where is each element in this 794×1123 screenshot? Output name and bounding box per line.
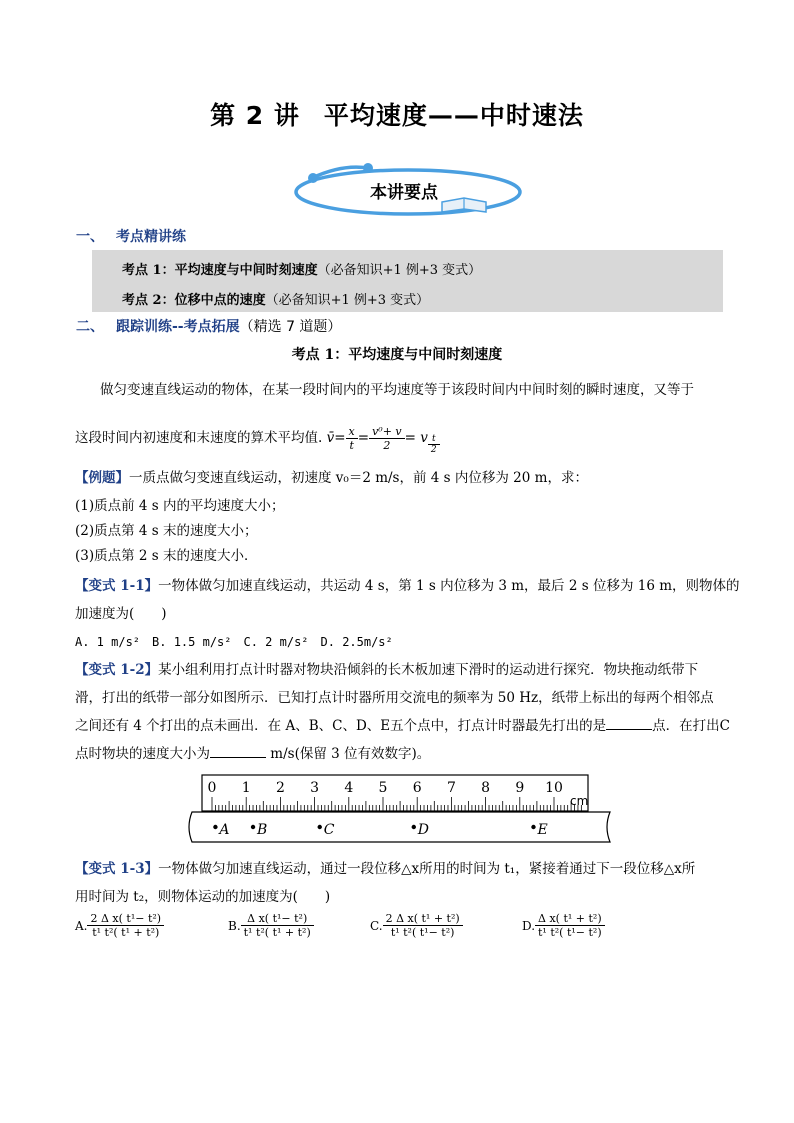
fraction-denominator: t¹ t²( t¹− t²) [538, 926, 602, 939]
intro-text: 这段时间内初速度和末速度的算术平均值. [75, 430, 323, 446]
variant-1-2-line-2: 滑，打出的纸带一部分如图所示．已知打点计时器所用交流电的频率为 50 Hz，纸带上标出的每两个相邻点 [75, 690, 714, 706]
tape-dot [213, 825, 217, 829]
variant-1-2-line-1 [75, 661, 698, 679]
ruler-unit: cm [570, 794, 589, 808]
tape-dot [318, 825, 322, 829]
fraction-numerator: t [428, 434, 440, 445]
formula-lhs: v̄= [326, 430, 346, 446]
variant-text: 某小组利用打点计时器对物块沿倾斜的长木板加速下滑时的运动进行探究．物块拖动纸带下 [158, 662, 699, 678]
section-label: 跟踪训练--考点拓展 [116, 319, 240, 335]
outline-point: 考点 1：平均速度与中间时刻速度 [122, 263, 318, 278]
variant-text: 一物体做匀加速直线运动，共运动 4 s，第 1 s 内位移为 3 m，最后 2 s 位移为 16 m，则物体的 [158, 578, 740, 594]
tape-point-label: C [323, 822, 335, 838]
formula-fraction-avg [369, 425, 405, 452]
ruler-label: 9 [515, 780, 525, 796]
ruler-tape-figure [186, 774, 616, 846]
ruler-label: 5 [378, 780, 388, 796]
page-title [0, 96, 794, 132]
tape-point-label: D [417, 822, 430, 838]
variant-1-1-options: A. 1 m/s² B. 1.5 m/s² C. 2 m/s² D. 2.5m/s² [75, 635, 393, 649]
fraction-numerator: Δ x( t¹ + t²) [535, 912, 605, 926]
answer-blank[interactable] [210, 757, 266, 758]
fraction-denominator: t¹ t²( t¹ + t²) [92, 926, 160, 939]
variant-1-3-line-2: 用时间为 t₂，则物体运动的加速度为( ) [75, 889, 331, 905]
ruler-label: 2 [275, 780, 285, 796]
fraction-denominator: 2 [383, 439, 391, 452]
outline-box [92, 250, 723, 312]
outline-note: （必备知识+1 例+3 变式） [265, 293, 430, 308]
badge-label: 本讲要点 [370, 183, 438, 203]
variant-1-3-option-c [370, 912, 463, 939]
variant-text: m/s(保留 3 位有效数字)。 [266, 746, 431, 762]
formula-equals: = [357, 430, 370, 446]
variant-text: 一物体做匀加速直线运动，通过一段位移△x所用的时间为 t₁，紧接着通过下一段位移△x所 [158, 861, 696, 877]
fraction-denominator: t¹ t²( t¹ + t²) [243, 926, 311, 939]
ruler-label: 7 [446, 780, 456, 796]
fraction-numerator: 2 Δ x( t¹ + t²) [383, 912, 463, 926]
option-fraction [383, 912, 463, 939]
tape-point-label: A [219, 822, 230, 838]
variant-1-2-line-4 [75, 745, 430, 763]
variant-text: 点．在打出C [652, 718, 730, 734]
variant-tag: 【变式 1-2】 [75, 662, 159, 678]
ruler-label: 1 [241, 780, 251, 796]
ruler-label: 3 [310, 780, 320, 796]
example-sub-question-1: (1)质点前 4 s 内的平均速度大小； [75, 498, 285, 514]
variant-text: 点时物块的速度大小为 [75, 746, 210, 762]
subheading: 考点 1：平均速度与中间时刻速度 [291, 347, 503, 363]
example-sub-question-3: (3)质点第 2 s 末的速度大小． [75, 548, 258, 564]
variant-1-3-line-1 [75, 860, 695, 878]
formula-fraction-x-t [346, 425, 358, 452]
answer-blank[interactable] [606, 729, 652, 730]
variant-1-2-line-3 [75, 717, 730, 735]
intro-line-2 [75, 425, 440, 455]
option-letter: A. [75, 919, 88, 933]
ruler-label: 0 [207, 780, 217, 796]
option-fraction [241, 912, 314, 939]
fraction-numerator: v⁰+ v [369, 425, 405, 439]
ruler-label: 8 [481, 780, 491, 796]
fraction-numerator: Δ x( t¹− t²) [241, 912, 314, 926]
fraction-numerator: 2 Δ x( t¹− t²) [87, 912, 164, 926]
example-question [75, 469, 588, 487]
ruler-label: 4 [344, 780, 354, 796]
section-heading-2 [76, 316, 341, 336]
fraction-numerator: x [346, 425, 358, 439]
option-fraction [535, 912, 605, 939]
variant-1-3-option-b [228, 912, 314, 939]
option-letter: B. [228, 919, 241, 933]
option-letter: C. [370, 919, 383, 933]
outline-item-1 [122, 259, 481, 278]
variant-tag: 【变式 1-3】 [75, 861, 159, 877]
option-letter: D. [522, 919, 536, 933]
formula-subscript [428, 434, 440, 455]
tape-dot [251, 825, 255, 829]
variant-tag: 【变式 1-1】 [75, 578, 159, 594]
tape-point-label: B [257, 822, 268, 838]
section-number: 一、 [76, 229, 104, 245]
tape-dot [531, 825, 535, 829]
lecture-topic: 平均速度——中时速法 [323, 101, 584, 130]
outline-note: （必备知识+1 例+3 变式） [317, 263, 482, 278]
option-fraction [87, 912, 164, 939]
ruler-label: 10 [545, 780, 563, 796]
formula-rhs: v [420, 430, 428, 446]
fraction-denominator: 2 [430, 445, 437, 455]
variant-1-3-option-a [75, 912, 164, 939]
outline-item-2 [122, 289, 429, 308]
variant-1-1-line-1 [75, 577, 740, 595]
section-heading-1 [76, 226, 186, 246]
intro-line-1: 做匀变速直线运动的物体，在某一段时间内的平均速度等于该段时间内中间时刻的瞬时速度，又等于 [100, 382, 694, 398]
fraction-denominator: t¹ t²( t¹− t²) [390, 926, 455, 939]
section-number: 二、 [76, 319, 104, 335]
example-text: 一质点做匀变速直线运动，初速度 v₀＝2 m/s，前 4 s 内位移为 20 m，求： [129, 470, 588, 486]
tape-dot [412, 825, 416, 829]
example-tag: 【例题】 [75, 470, 129, 486]
section-note: （精选 7 道题） [239, 319, 342, 335]
outline-point: 考点 2：位移中点的速度 [122, 293, 266, 308]
variant-1-3-option-d [522, 912, 605, 939]
ruler-label: 6 [412, 780, 422, 796]
fraction-denominator: t [349, 439, 354, 452]
variant-1-1-line-2: 加速度为( ) [75, 606, 167, 622]
variant-text: 之间还有 4 个打出的点未画出．在 A、B、C、D、E五个点中，打点计时器最先打出的是 [75, 718, 607, 734]
section-label: 考点精讲练 [116, 229, 186, 245]
tape-point-label: E [537, 822, 548, 838]
example-sub-question-2: (2)质点第 4 s 末的速度大小； [75, 523, 258, 539]
average-velocity-formula [326, 425, 440, 455]
lecture-number: 第 2 讲 [210, 101, 300, 130]
formula-equals: = [404, 430, 416, 446]
